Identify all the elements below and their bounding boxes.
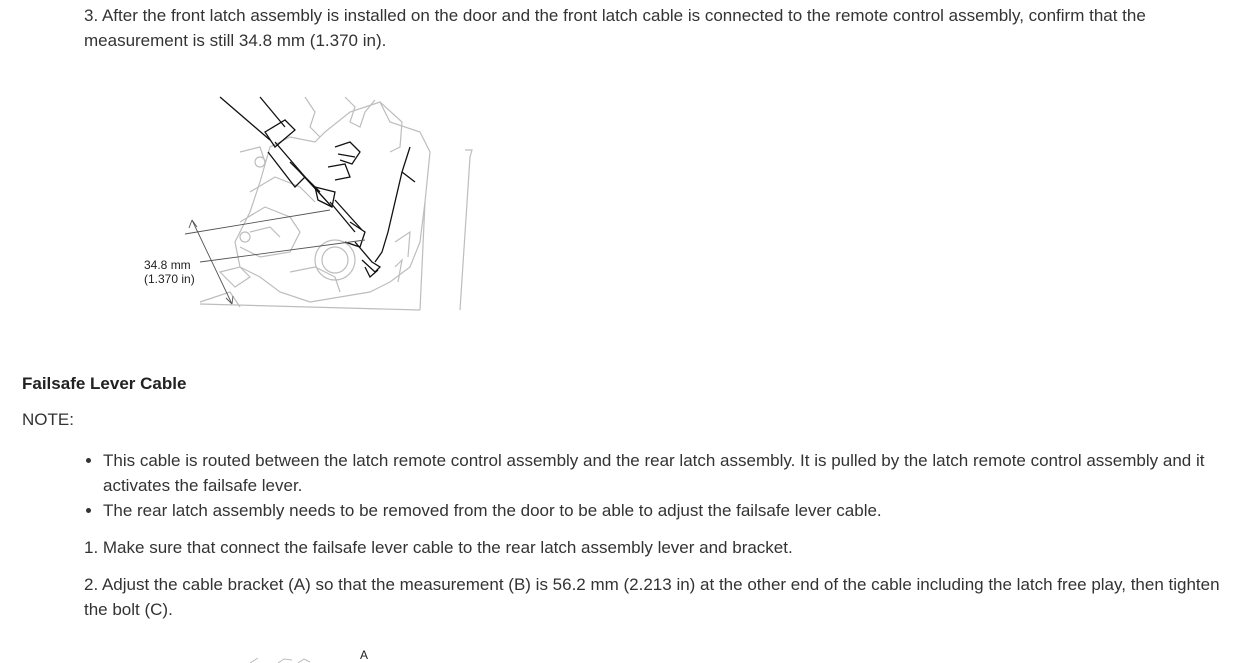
measurement-mm-label: 34.8 mm bbox=[144, 258, 191, 272]
cable-bracket-diagram bbox=[240, 640, 400, 663]
note-bullet-1: • This cable is routed between the latch remote control assembly and the rear latch assembly. It is pulled by the latch remote control assembly and it activates the failsafe lever. bbox=[103, 448, 1243, 498]
note-label: NOTE: bbox=[22, 410, 74, 429]
step-3-text: 3. After the front latch assembly is installed on the door and the front latch cable is connected to the remote control assembly, confirm that the measurement is still 34.8 mm (1.370 in). bbox=[84, 6, 1146, 50]
label-a: A bbox=[360, 648, 369, 662]
step-2-text: 2. Adjust the cable bracket (A) so that the measurement (B) is 56.2 mm (2.213 in) at the other end of the cable including the latch free play, then tighten the bolt (C). bbox=[84, 575, 1220, 619]
measurement-in-label: (1.370 in) bbox=[144, 272, 195, 286]
step-1-text: 1. Make sure that connect the failsafe lever cable to the rear latch assembly lever and bracket. bbox=[84, 538, 793, 557]
section-heading: Failsafe Lever Cable bbox=[22, 374, 187, 393]
front-latch-cable-diagram bbox=[140, 92, 480, 317]
note-bullet-2: • The rear latch assembly needs to be removed from the door to be able to adjust the failsafe lever cable. bbox=[103, 498, 1243, 523]
dimension-line bbox=[185, 210, 365, 304]
note-bullet-list bbox=[80, 448, 1243, 523]
